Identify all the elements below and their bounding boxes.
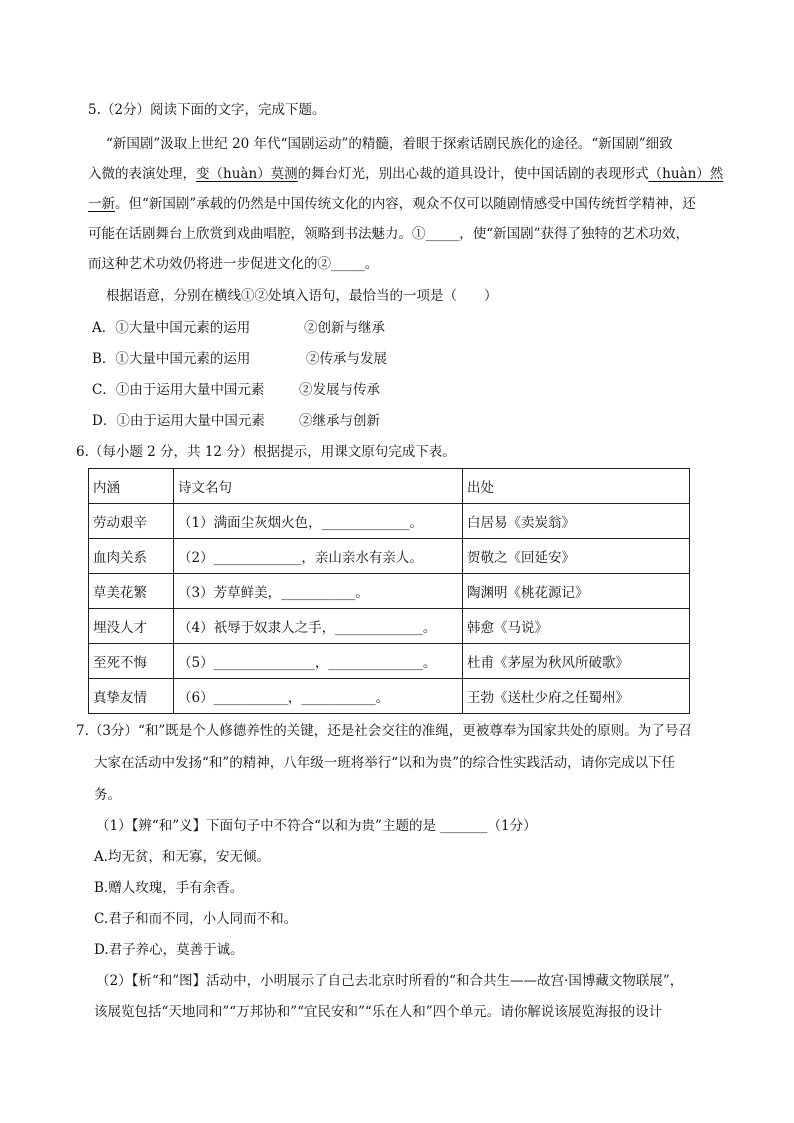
q5-option-c-part2: ②发展与传承 (299, 382, 380, 398)
table-row (89, 679, 690, 714)
q5-option-b-part1: B．①大量中国元素的运用 (92, 351, 251, 367)
q7-choice-b: B.赠人玫瑰，手有余香。 (94, 880, 244, 896)
table-row (89, 574, 690, 609)
q5-option-d-part1: D．①由于运用大量中国元素 (92, 413, 265, 429)
table-cell-verse: （6）___________，___________。 (174, 679, 463, 714)
q7-choice-d: D.君子养心，莫善于诚。 (94, 942, 244, 958)
table-cell-verse: （2）_____________，亲山亲水有亲人。 (174, 539, 463, 574)
table-row (89, 644, 690, 679)
table-cell-theme: 埋没人才 (89, 609, 174, 644)
q7-choice-c: C.君子和而不同，小人同而不和。 (94, 911, 298, 927)
q5-header: 5.（2分）阅读下面的文字，完成下题。 (88, 102, 326, 118)
q5-question: 根据语意，分别在横线①②处填入语句，最恰当的一项是（ ） (106, 288, 498, 304)
q5-underlined-phrase-1: 变（huàn）莫测 (196, 166, 298, 182)
q5-option-d (92, 415, 265, 429)
table-cell-theme: 草美花繁 (89, 574, 174, 609)
table-cell-theme: 至死不悔 (89, 644, 174, 679)
q7-line-3: 务。 (94, 787, 121, 803)
table-cell-source: 陶渊明《桃花源记》 (463, 574, 690, 609)
q7-choice-a: A.均无贫，和无寡，安无倾。 (94, 849, 271, 865)
q5-option-b-part2: ②传承与发展 (306, 351, 387, 367)
q7-sub1: （1）【辨“和”义】下面句子中不符合“以和为贵”主题的是 _______（1分） (96, 818, 537, 834)
q5-para-line-4: 可能在话剧舞台上欣赏到戏曲唱腔，领略到书法魅力。①_____，使“新国剧”获得了独特的艺术功效， (88, 226, 690, 242)
q5-para-line-5: 而这种艺术功效仍将进一步促进文化的②_____。 (88, 256, 379, 272)
q5-underlined-phrase-3: 一新 (88, 196, 115, 212)
table-cell-theme: 真挚友情 (89, 679, 174, 714)
table-cell-verse: （4）祇辱于奴隶人之手，_____________。 (174, 609, 463, 644)
column-header: 内涵 (89, 469, 174, 504)
table-row (89, 539, 690, 574)
table-cell-source: 杜甫《茅屋为秋风所破歌》 (463, 644, 690, 679)
q7-sub2-line-1: （2）【析“和”图】活动中，小明展示了自己去北京时所看的“和合共生——故宫·国博藏文物联展”， (96, 973, 684, 989)
q5-para-text: 入微的表演处理， (88, 166, 196, 182)
q5-para-line-1: “新国剧”汲取上世纪 20 年代“国剧运动”的精髓，着眼于探索话剧民族化的途径。“新国剧”细致 (106, 136, 673, 152)
table-header-row (89, 469, 690, 504)
table-cell-verse: （5）_______________，______________。 (174, 644, 463, 679)
q5-option-c-part1: C．①由于运用大量中国元素 (92, 382, 265, 398)
q5-option-a (92, 322, 250, 336)
table-cell-verse: （1）满面尘灰烟火色，_____________。 (174, 504, 463, 539)
q5-option-a-part1: A．①大量中国元素的运用 (92, 320, 251, 336)
q5-option-c (92, 384, 264, 398)
q5-option-d-part2: ②继承与创新 (299, 413, 380, 429)
q5-para-text: 。但“新国剧”承载的仍然是中国传统文化的内容，观众不仅可以随剧情感受中国传统哲学精神，还 (115, 196, 696, 212)
column-header: 诗文名句 (174, 469, 463, 504)
table-cell-source: 白居易《卖炭翁》 (463, 504, 690, 539)
q7-sub2-line-2: 该展览包括“天地同和”“万邦协和”“宜民安和”“乐在人和”四个单元。请你解说该展览海报的设计 (94, 1004, 663, 1020)
table-cell-theme: 血肉关系 (89, 539, 174, 574)
table-row (89, 504, 690, 539)
q6-header: 6.（每小题 2 分，共 12 分）根据提示，用课文原句完成下表。 (76, 444, 456, 460)
q5-option-b (92, 353, 250, 367)
q5-option-a-part2: ②创新与继承 (304, 320, 385, 336)
q5-para-line-3 (88, 198, 696, 212)
q5-para-text: 的舞台灯光，别出心裁的道具设计，使中国话剧的表现形式 (297, 166, 649, 182)
q7-line-1: 7.（3分）“和”既是个人修德养性的关键，还是社会交往的准绳，更被尊奉为国家共处的原则。为了号召 (76, 723, 692, 739)
column-header: 出处 (463, 469, 690, 504)
poem-table (88, 468, 690, 714)
table-cell-source: 韩愈《马说》 (463, 609, 690, 644)
q5-para-line-2 (88, 168, 723, 182)
table-row (89, 609, 690, 644)
q5-underlined-phrase-2: （huàn）然 (648, 166, 724, 182)
table-cell-source: 王勃《送杜少府之任蜀州》 (463, 679, 690, 714)
table-cell-theme: 劳动艰辛 (89, 504, 174, 539)
q7-line-2: 大家在活动中发扬“和”的精神，八年级一班将举行“以和为贵”的综合性实践活动，请你完成以下任 (94, 755, 676, 771)
table-cell-source: 贺敬之《回延安》 (463, 539, 690, 574)
table-cell-verse: （3）芳草鲜美，___________。 (174, 574, 463, 609)
